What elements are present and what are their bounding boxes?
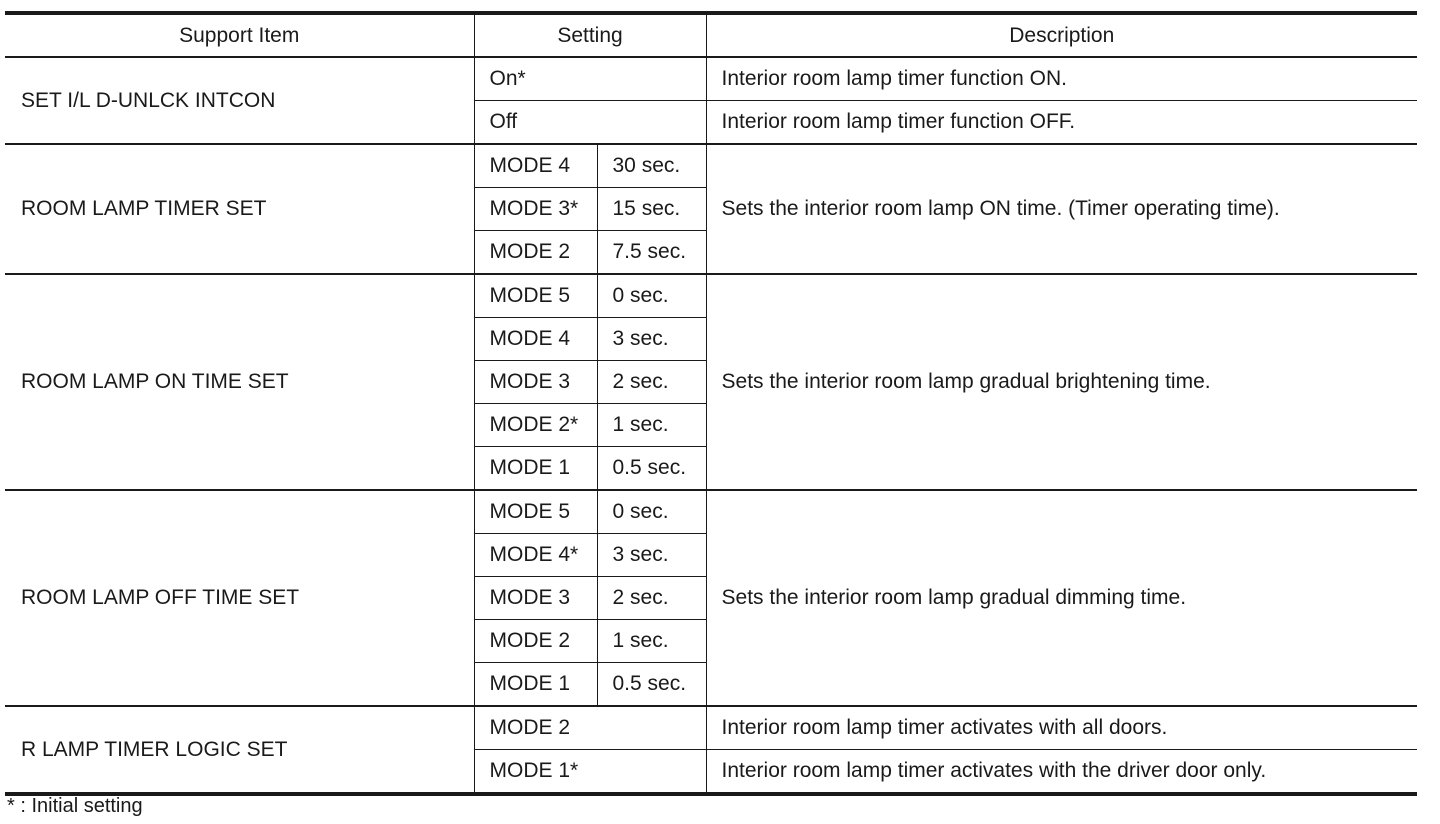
- setting-value: 2 sec.: [597, 361, 706, 404]
- support-item-name: ROOM LAMP OFF TIME SET: [5, 490, 474, 706]
- setting-value: Off: [474, 101, 706, 145]
- table-row: [5, 144, 1417, 188]
- initial-setting-footnote: * : Initial setting: [7, 795, 143, 817]
- setting-value: 0 sec.: [597, 274, 706, 318]
- table-row: [5, 490, 1417, 534]
- setting-value: 7.5 sec.: [597, 231, 706, 275]
- table-header-row: [5, 13, 1417, 57]
- header-support-item: Support Item: [5, 13, 474, 57]
- setting-description: Interior room lamp timer function OFF.: [706, 101, 1417, 145]
- setting-description: Sets the interior room lamp gradual brightening time.: [706, 274, 1417, 490]
- table-row: [5, 57, 1417, 101]
- setting-value: 15 sec.: [597, 188, 706, 231]
- setting-value: 1 sec.: [597, 620, 706, 663]
- setting-value: 3 sec.: [597, 534, 706, 577]
- header-description: Description: [706, 13, 1417, 57]
- setting-mode: MODE 3: [474, 577, 597, 620]
- setting-value: 3 sec.: [597, 318, 706, 361]
- setting-value: MODE 2: [474, 706, 706, 750]
- setting-description: Sets the interior room lamp ON time. (Timer operating time).: [706, 144, 1417, 274]
- setting-mode: MODE 1: [474, 447, 597, 491]
- support-item-name: ROOM LAMP ON TIME SET: [5, 274, 474, 490]
- setting-value: 2 sec.: [597, 577, 706, 620]
- setting-description: Sets the interior room lamp gradual dimming time.: [706, 490, 1417, 706]
- setting-mode: MODE 4: [474, 144, 597, 188]
- setting-mode: MODE 3*: [474, 188, 597, 231]
- setting-description: Interior room lamp timer activates with all doors.: [706, 706, 1417, 750]
- setting-mode: MODE 5: [474, 274, 597, 318]
- setting-value: MODE 1*: [474, 750, 706, 795]
- setting-description: Interior room lamp timer function ON.: [706, 57, 1417, 101]
- setting-mode: MODE 2*: [474, 404, 597, 447]
- setting-mode: MODE 3: [474, 361, 597, 404]
- setting-mode: MODE 2: [474, 231, 597, 275]
- setting-description: Interior room lamp timer activates with the driver door only.: [706, 750, 1417, 795]
- support-item-name: SET I/L D-UNLCK INTCON: [5, 57, 474, 144]
- header-setting: Setting: [474, 13, 706, 57]
- table-row: [5, 706, 1417, 750]
- setting-mode: MODE 4: [474, 318, 597, 361]
- setting-mode: MODE 2: [474, 620, 597, 663]
- support-item-table: [5, 11, 1417, 796]
- setting-mode: MODE 1: [474, 663, 597, 707]
- setting-value: On*: [474, 57, 706, 101]
- table-row: [5, 274, 1417, 318]
- setting-value: 1 sec.: [597, 404, 706, 447]
- setting-mode: MODE 5: [474, 490, 597, 534]
- setting-mode: MODE 4*: [474, 534, 597, 577]
- setting-value: 0.5 sec.: [597, 447, 706, 491]
- support-item-name: ROOM LAMP TIMER SET: [5, 144, 474, 274]
- setting-value: 0 sec.: [597, 490, 706, 534]
- support-item-name: R LAMP TIMER LOGIC SET: [21, 737, 288, 761]
- setting-value: 0.5 sec.: [597, 663, 706, 707]
- setting-value: 30 sec.: [597, 144, 706, 188]
